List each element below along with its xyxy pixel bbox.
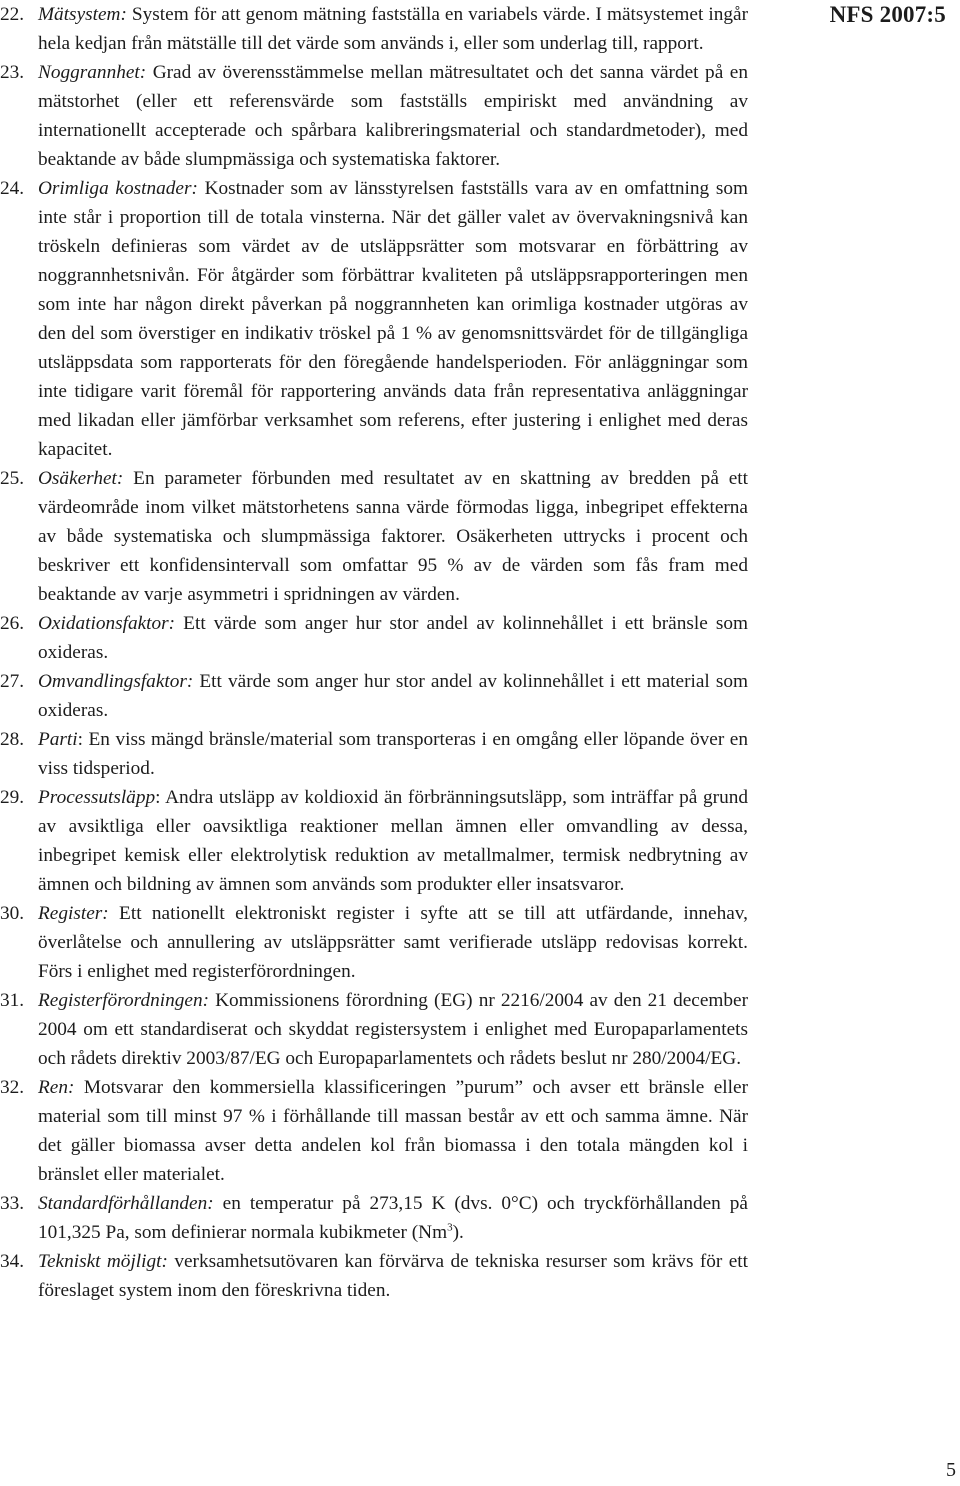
definition-item [0,174,748,464]
item-body [38,1247,748,1305]
item-number: 33. [0,1193,25,1214]
item-number: 23. [0,62,25,83]
definition-item [0,783,748,899]
item-number: 29. [0,787,25,808]
definition-text: Ett värde som anger hur stor andel av kolinnehållet i ett material som oxideras. [38,671,748,721]
item-number: 22. [0,4,25,25]
item-body [38,667,748,725]
item-number: 30. [0,903,25,924]
defined-term: Mätsystem: [38,4,127,25]
item-body [38,986,748,1073]
definition-text-end: ). [452,1222,464,1243]
definition-text: Ett nationellt elektroniskt register i syfte att se till att utfärdande, innehav, överlåtelse och annullering av utsläppsrätter samt verifierade utsläpp redovisas korrekt. Förs i enlighet med registerförordningen. [38,903,748,982]
item-body [38,464,748,609]
item-number: 28. [0,729,25,750]
item-body [38,174,748,464]
defined-term: Orimliga kostnader: [38,178,198,199]
definition-item [0,899,748,986]
definition-text: en temperatur på 273,15 K (dvs. 0°C) och tryckförhållanden på 101,325 Pa, som definierar normala kubikmeter (Nm [38,1193,748,1243]
defined-term: Noggrannhet: [38,62,147,83]
item-number: 31. [0,990,25,1011]
document-code: NFS 2007:5 [829,2,946,27]
definition-text: : Andra utsläpp av koldioxid än förbränningsutsläpp, som inträffar på grund av avsiktliga eller oavsiktliga reaktioner mellan ämnen eller omvandling av dessa, inbegripet kemisk eller elektrolytisk reduktion av metallmalmer, termisk nedbrytning av ämnen och bildning av ämnen som används som produkter eller insatsvaror. [38,787,748,895]
item-body [38,58,748,174]
definition-item [0,1189,748,1247]
item-body [38,1073,748,1189]
definition-item [0,1073,748,1189]
definition-item [0,725,748,783]
definition-item [0,1247,748,1305]
definition-text: : En viss mängd bränsle/material som transporteras i en omgång eller löpande över en viss tidsperiod. [38,729,748,779]
definition-text: Kostnader som av länsstyrelsen fastställs vara av en omfattning som inte står i proportion till de totala vinsterna. När det gäller valet av övervakningsnivå kan tröskeln definieras som värdet av de utsläppsrätter som motsvarar en förbättring av noggrannhetsnivån. För åtgärder som förbättrar kvaliteten på utsläppsrapporteringen men som inte har någon direkt påverkan på noggrannheten kan orimliga kostnader utgöras av den del som överstiger en indikativ tröskel på 1 % av genomsnittsvärdet för de tillgängliga utsläppsdata som rapporterats för den föregående handelsperioden. För anläggningar som inte tidigare varit föremål för rapportering används data från representativa anläggningar med likadan eller jämförbar verksamhet som referens, efter justering i enlighet med deras kapacitet. [38,178,748,460]
item-body [38,0,748,58]
definition-text: verksamhetsutövaren kan förvärva de tekniska resurser som krävs för ett föreslaget system inom den föreskrivna tiden. [38,1251,748,1301]
definition-item [0,667,748,725]
page-number: 5 [946,1459,956,1481]
defined-term: Parti [38,729,78,750]
definition-text: Motsvarar den kommersiella klassificeringen ”purum” och avser ett bränsle eller material som till minst 97 % i förhållande till massan består av ett och samma ämne. När det gäller biomassa avser detta andelen kol från biomassa i den totala mängden kol i bränslet eller materialet. [38,1077,748,1185]
item-body [38,725,748,783]
definition-text: System för att genom mätning fastställa en variabels värde. I mätsystemet ingår hela kedjan från mätställe till det värde som används i, eller som underlag till, rapport. [38,4,748,54]
definition-text: En parameter förbunden med resultatet av en skattning av bredden på ett värdeområde inom vilket mätstorhetens sanna värde förmodas ligga, inbegripet effekterna av både systematiska och slumpmässiga faktorer. Osäkerheten uttrycks i procent och beskriver ett konfidensintervall som omfattar 95 % av de värden som fås fram med beaktande av varje asymmetri i spridningen av värden. [38,468,748,605]
definition-item [0,609,748,667]
defined-term: Oxidationsfaktor: [38,613,176,634]
superscript-3: 3 [447,1221,453,1234]
definition-text: Ett värde som anger hur stor andel av kolinnehållet i ett bränsle som oxideras. [38,613,748,663]
defined-term: Standardförhållanden: [38,1193,214,1214]
definition-text: Grad av överensstämmelse mellan mätresultatet och det sanna värdet på en mätstorhet (eller ett referensvärde som fastställs empiriskt med användning av internationellt accepterade och spårbara kalibreringsmaterial och standardmetoder), med beaktande av både slumpmässiga och systematiska faktorer. [38,62,748,170]
item-body [38,609,748,667]
defined-term: Osäkerhet: [38,468,124,489]
item-number: 32. [0,1077,25,1098]
item-number: 24. [0,178,25,199]
item-body [38,783,748,899]
definition-text: Kommissionens förordning (EG) nr 2216/2004 av den 21 december 2004 om ett standardiserat och skyddat registersystem i enlighet med Europaparlamentets och rådets direktiv 2003/87/EG och Europaparlamentets och rådets beslut nr 280/2004/EG. [38,990,748,1069]
item-number: 25. [0,468,25,489]
definition-item [0,464,748,609]
definition-item [0,58,748,174]
item-number: 27. [0,671,25,692]
defined-term: Registerförordningen: [38,990,210,1011]
defined-term: Processutsläpp [38,787,156,808]
item-body [38,1189,748,1247]
defined-term: Register: [38,903,109,924]
item-body [38,899,748,986]
definition-item [0,0,748,58]
defined-term: Ren: [38,1077,75,1098]
definition-item [0,986,748,1073]
defined-term: Omvandlingsfaktor: [38,671,194,692]
item-number: 34. [0,1251,25,1272]
item-number: 26. [0,613,25,634]
defined-term: Tekniskt möjligt: [38,1251,168,1272]
